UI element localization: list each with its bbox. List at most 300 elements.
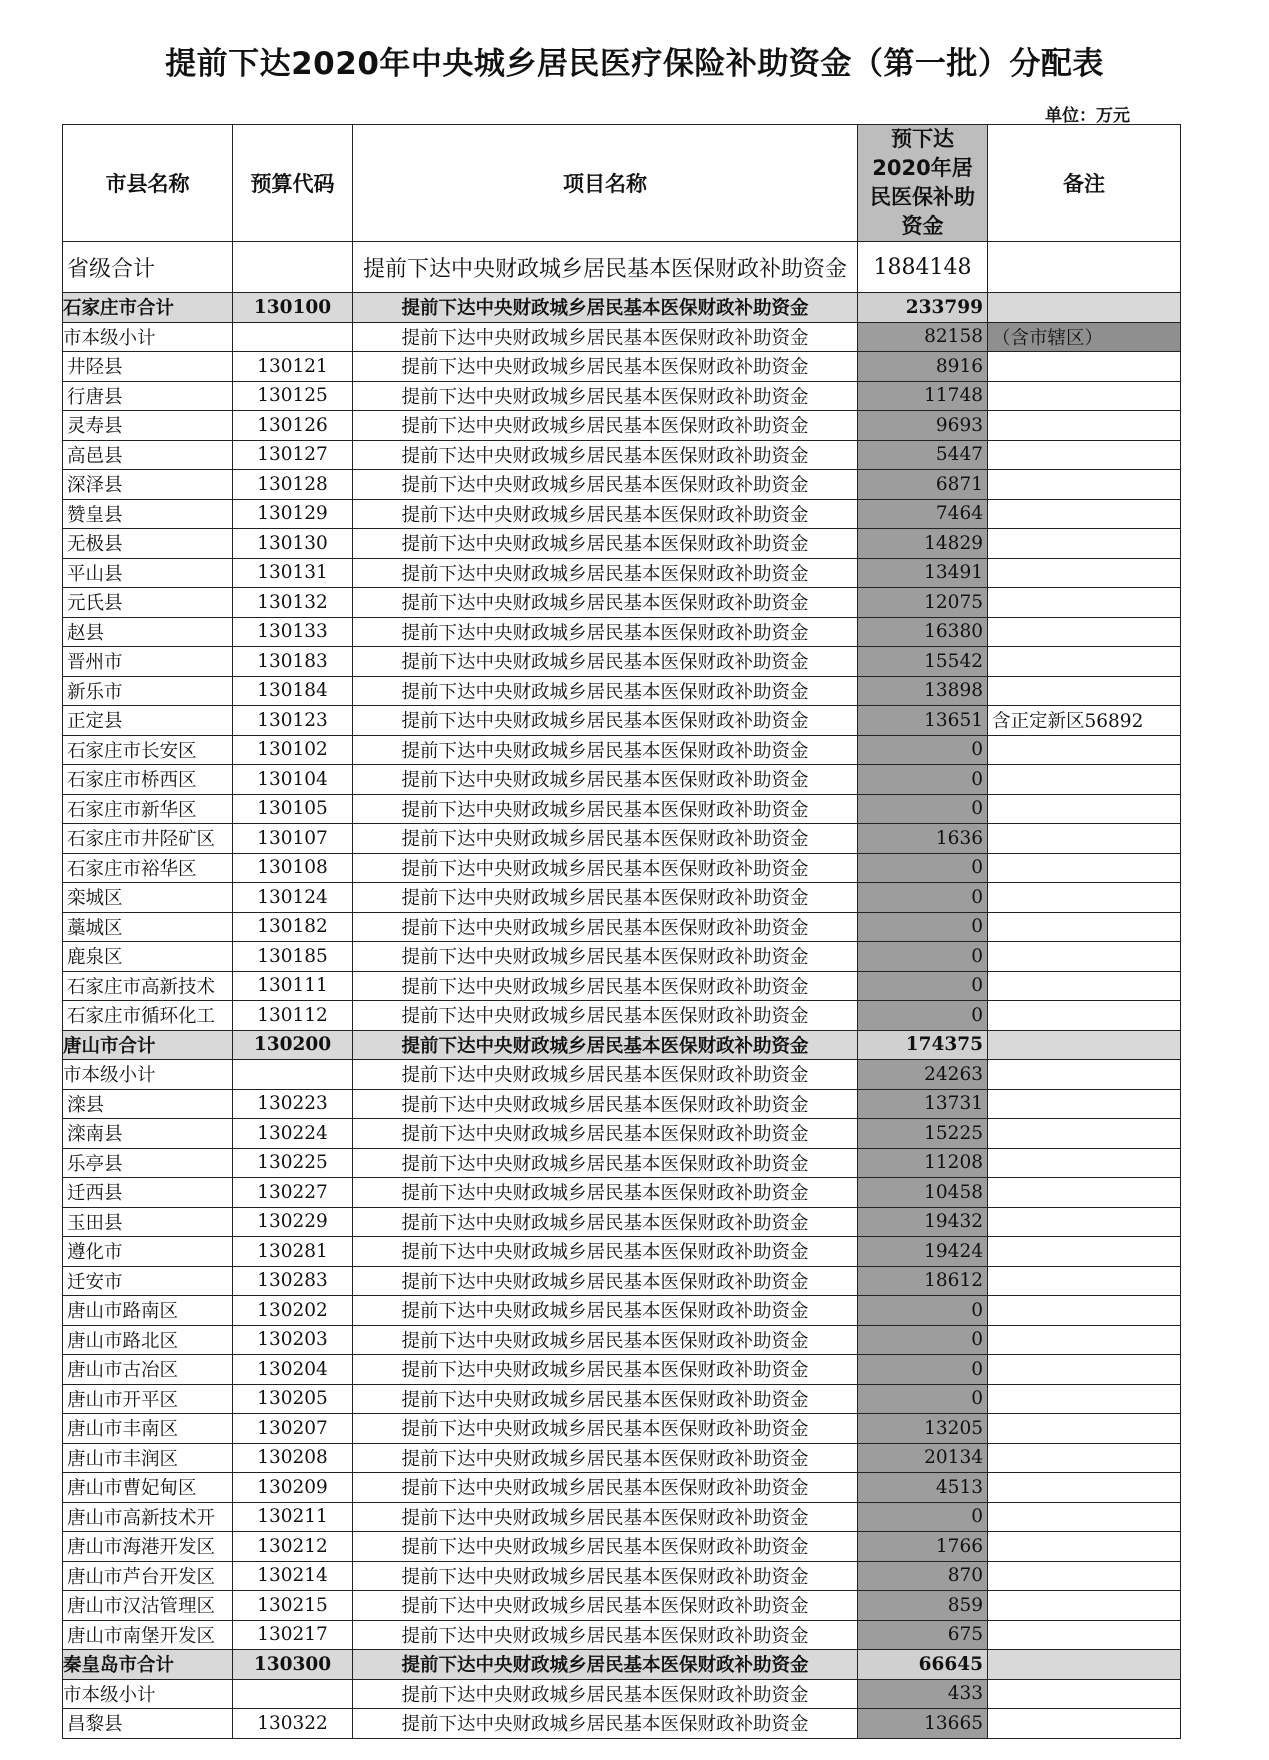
county-name: 石家庄市高新技术	[63, 971, 233, 1001]
project-name: 提前下达中央财政城乡居民基本医保财政补助资金	[353, 912, 858, 942]
project-name: 提前下达中央财政城乡居民基本医保财政补助资金	[353, 1473, 858, 1503]
note	[988, 411, 1181, 441]
project-name: 提前下达中央财政城乡居民基本医保财政补助资金	[353, 1266, 858, 1296]
amount: 16380	[858, 617, 988, 647]
budget-code: 130208	[233, 1443, 353, 1473]
header-name: 市县名称	[63, 125, 233, 242]
project-name: 提前下达中央财政城乡居民基本医保财政补助资金	[353, 1620, 858, 1650]
city-total-row	[63, 1650, 1181, 1680]
county-name: 无极县	[63, 529, 233, 559]
county-name: 市本级小计	[63, 1679, 233, 1709]
county-name: 石家庄市长安区	[63, 735, 233, 765]
table-row	[63, 1355, 1181, 1385]
table-row	[63, 588, 1181, 618]
county-name: 乐亭县	[63, 1148, 233, 1178]
project-name: 提前下达中央财政城乡居民基本医保财政补助资金	[353, 883, 858, 913]
note	[988, 1237, 1181, 1267]
project-name: 提前下达中央财政城乡居民基本医保财政补助资金	[353, 676, 858, 706]
amount: 9693	[858, 411, 988, 441]
note	[988, 1060, 1181, 1090]
project-name: 提前下达中央财政城乡居民基本医保财政补助资金	[353, 1414, 858, 1444]
budget-code: 130183	[233, 647, 353, 677]
county-name: 石家庄市井陉矿区	[63, 824, 233, 854]
project-name: 提前下达中央财政城乡居民基本医保财政补助资金	[353, 647, 858, 677]
budget-code: 130108	[233, 853, 353, 883]
province-note	[988, 242, 1181, 293]
amount: 20134	[858, 1443, 988, 1473]
table-row	[63, 912, 1181, 942]
header-item: 项目名称	[353, 125, 858, 242]
project-name: 提前下达中央财政城乡居民基本医保财政补助资金	[353, 1001, 858, 1031]
note	[988, 617, 1181, 647]
county-name: 赞皇县	[63, 499, 233, 529]
subtotal-row	[63, 1679, 1181, 1709]
county-name: 迁安市	[63, 1266, 233, 1296]
amount: 433	[858, 1679, 988, 1709]
project-name: 提前下达中央财政城乡居民基本医保财政补助资金	[353, 1030, 858, 1060]
county-name: 唐山市古冶区	[63, 1355, 233, 1385]
note	[988, 1089, 1181, 1119]
project-name: 提前下达中央财政城乡居民基本医保财政补助资金	[353, 794, 858, 824]
amount: 13665	[858, 1709, 988, 1739]
budget-code: 130225	[233, 1148, 353, 1178]
county-name: 唐山市路北区	[63, 1325, 233, 1355]
budget-code: 130204	[233, 1355, 353, 1385]
note	[988, 824, 1181, 854]
note	[988, 293, 1181, 323]
budget-code: 130125	[233, 381, 353, 411]
table-row	[63, 1266, 1181, 1296]
budget-code: 130185	[233, 942, 353, 972]
note	[988, 1532, 1181, 1562]
county-name: 唐山市汉沽管理区	[63, 1591, 233, 1621]
budget-code: 130126	[233, 411, 353, 441]
note	[988, 1001, 1181, 1031]
note	[988, 1709, 1181, 1739]
county-name: 市本级小计	[63, 322, 233, 352]
county-name: 新乐市	[63, 676, 233, 706]
project-name: 提前下达中央财政城乡居民基本医保财政补助资金	[353, 1296, 858, 1326]
table-row	[63, 706, 1181, 736]
table-row	[63, 853, 1181, 883]
table-row	[63, 1089, 1181, 1119]
project-name: 提前下达中央财政城乡居民基本医保财政补助资金	[353, 1237, 858, 1267]
amount: 5447	[858, 440, 988, 470]
budget-code: 130100	[233, 293, 353, 323]
budget-code: 130127	[233, 440, 353, 470]
amount: 66645	[858, 1650, 988, 1680]
amount: 19424	[858, 1237, 988, 1267]
project-name: 提前下达中央财政城乡居民基本医保财政补助资金	[353, 499, 858, 529]
note	[988, 853, 1181, 883]
amount: 14829	[858, 529, 988, 559]
header-note: 备注	[988, 125, 1181, 242]
table-row	[63, 647, 1181, 677]
county-name: 迁西县	[63, 1178, 233, 1208]
budget-code: 130211	[233, 1502, 353, 1532]
budget-code: 130217	[233, 1620, 353, 1650]
county-name: 鹿泉区	[63, 942, 233, 972]
budget-code: 130130	[233, 529, 353, 559]
county-name: 滦县	[63, 1089, 233, 1119]
note	[988, 588, 1181, 618]
project-name: 提前下达中央财政城乡居民基本医保财政补助资金	[353, 765, 858, 795]
city-total-row	[63, 1030, 1181, 1060]
county-name: 玉田县	[63, 1207, 233, 1237]
table-row	[63, 1207, 1181, 1237]
province-amount: 1884148	[858, 242, 988, 293]
project-name: 提前下达中央财政城乡居民基本医保财政补助资金	[353, 352, 858, 382]
table-row	[63, 617, 1181, 647]
table-row	[63, 1237, 1181, 1267]
budget-code: 130104	[233, 765, 353, 795]
note	[988, 1266, 1181, 1296]
county-name: 唐山市路南区	[63, 1296, 233, 1326]
note	[988, 883, 1181, 913]
budget-code: 130281	[233, 1237, 353, 1267]
table-row	[63, 1709, 1181, 1739]
note	[988, 381, 1181, 411]
amount: 0	[858, 942, 988, 972]
table-row	[63, 1561, 1181, 1591]
note	[988, 1443, 1181, 1473]
table-row	[63, 1296, 1181, 1326]
table-row	[63, 883, 1181, 913]
project-name: 提前下达中央财政城乡居民基本医保财政补助资金	[353, 588, 858, 618]
note	[988, 1148, 1181, 1178]
county-name: 藁城区	[63, 912, 233, 942]
amount: 7464	[858, 499, 988, 529]
budget-code: 130214	[233, 1561, 353, 1591]
table-row	[63, 765, 1181, 795]
budget-code: 130283	[233, 1266, 353, 1296]
county-name: 唐山市海港开发区	[63, 1532, 233, 1562]
budget-code: 130133	[233, 617, 353, 647]
budget-code: 130205	[233, 1384, 353, 1414]
amount: 11208	[858, 1148, 988, 1178]
note	[988, 1296, 1181, 1326]
note	[988, 1384, 1181, 1414]
budget-code: 130212	[233, 1532, 353, 1562]
project-name: 提前下达中央财政城乡居民基本医保财政补助资金	[353, 558, 858, 588]
county-name: 市本级小计	[63, 1060, 233, 1090]
note	[988, 352, 1181, 382]
amount: 0	[858, 765, 988, 795]
amount: 13651	[858, 706, 988, 736]
table-row	[63, 1325, 1181, 1355]
budget-code: 130132	[233, 588, 353, 618]
note	[988, 1561, 1181, 1591]
budget-code: 130223	[233, 1089, 353, 1119]
amount: 8916	[858, 352, 988, 382]
note	[988, 558, 1181, 588]
table-row	[63, 1178, 1181, 1208]
amount: 0	[858, 735, 988, 765]
budget-code: 130202	[233, 1296, 353, 1326]
note	[988, 1355, 1181, 1385]
project-name: 提前下达中央财政城乡居民基本医保财政补助资金	[353, 1148, 858, 1178]
project-name: 提前下达中央财政城乡居民基本医保财政补助资金	[353, 1679, 858, 1709]
county-name: 唐山市南堡开发区	[63, 1620, 233, 1650]
amount: 870	[858, 1561, 988, 1591]
budget-code: 130209	[233, 1473, 353, 1503]
county-name: 井陉县	[63, 352, 233, 382]
province-code	[233, 242, 353, 293]
amount: 0	[858, 1001, 988, 1031]
note: 含正定新区56892	[988, 706, 1181, 736]
project-name: 提前下达中央财政城乡居民基本医保财政补助资金	[353, 322, 858, 352]
county-name: 平山县	[63, 558, 233, 588]
budget-code: 130300	[233, 1650, 353, 1680]
table-row	[63, 824, 1181, 854]
amount: 13898	[858, 676, 988, 706]
table-row	[63, 942, 1181, 972]
project-name: 提前下达中央财政城乡居民基本医保财政补助资金	[353, 824, 858, 854]
project-name: 提前下达中央财政城乡居民基本医保财政补助资金	[353, 853, 858, 883]
province-item: 提前下达中央财政城乡居民基本医保财政补助资金	[353, 242, 858, 293]
amount: 11748	[858, 381, 988, 411]
amount: 13491	[858, 558, 988, 588]
county-name: 唐山市开平区	[63, 1384, 233, 1414]
header-row	[63, 125, 1181, 242]
amount: 82158	[858, 322, 988, 352]
project-name: 提前下达中央财政城乡居民基本医保财政补助资金	[353, 1561, 858, 1591]
budget-code: 130182	[233, 912, 353, 942]
budget-code: 130203	[233, 1325, 353, 1355]
budget-code: 130207	[233, 1414, 353, 1444]
budget-code: 130215	[233, 1591, 353, 1621]
note	[988, 1620, 1181, 1650]
project-name: 提前下达中央财政城乡居民基本医保财政补助资金	[353, 1207, 858, 1237]
note	[988, 1679, 1181, 1709]
budget-code	[233, 1679, 353, 1709]
note	[988, 1178, 1181, 1208]
county-name: 唐山市合计	[63, 1030, 233, 1060]
county-name: 唐山市高新技术开	[63, 1502, 233, 1532]
note	[988, 794, 1181, 824]
table-row	[63, 529, 1181, 559]
county-name: 栾城区	[63, 883, 233, 913]
city-total-row	[63, 293, 1181, 323]
project-name: 提前下达中央财政城乡居民基本医保财政补助资金	[353, 1502, 858, 1532]
county-name: 滦南县	[63, 1119, 233, 1149]
project-name: 提前下达中央财政城乡居民基本医保财政补助资金	[353, 1443, 858, 1473]
amount: 0	[858, 853, 988, 883]
project-name: 提前下达中央财政城乡居民基本医保财政补助资金	[353, 617, 858, 647]
project-name: 提前下达中央财政城乡居民基本医保财政补助资金	[353, 1591, 858, 1621]
amount: 19432	[858, 1207, 988, 1237]
unit-label: 单位：万元	[1045, 106, 1130, 126]
province-total-row	[63, 242, 1181, 293]
project-name: 提前下达中央财政城乡居民基本医保财政补助资金	[353, 381, 858, 411]
note	[988, 1207, 1181, 1237]
county-name: 石家庄市裕华区	[63, 853, 233, 883]
project-name: 提前下达中央财政城乡居民基本医保财政补助资金	[353, 529, 858, 559]
amount: 0	[858, 1384, 988, 1414]
project-name: 提前下达中央财政城乡居民基本医保财政补助资金	[353, 1089, 858, 1119]
amount: 0	[858, 912, 988, 942]
county-name: 昌黎县	[63, 1709, 233, 1739]
amount: 12075	[858, 588, 988, 618]
amount: 0	[858, 1502, 988, 1532]
table-row	[63, 1591, 1181, 1621]
header-amount: 预下达2020年居民医保补助资金	[858, 125, 988, 242]
allocation-table	[62, 124, 1181, 1739]
amount: 0	[858, 971, 988, 1001]
project-name: 提前下达中央财政城乡居民基本医保财政补助资金	[353, 293, 858, 323]
budget-code: 130123	[233, 706, 353, 736]
amount: 0	[858, 1296, 988, 1326]
project-name: 提前下达中央财政城乡居民基本医保财政补助资金	[353, 411, 858, 441]
table-row	[63, 794, 1181, 824]
county-name: 晋州市	[63, 647, 233, 677]
note	[988, 735, 1181, 765]
project-name: 提前下达中央财政城乡居民基本医保财政补助资金	[353, 1325, 858, 1355]
amount: 6871	[858, 470, 988, 500]
project-name: 提前下达中央财政城乡居民基本医保财政补助资金	[353, 1060, 858, 1090]
table-row	[63, 735, 1181, 765]
budget-code: 130111	[233, 971, 353, 1001]
note	[988, 942, 1181, 972]
table-row	[63, 1620, 1181, 1650]
amount: 0	[858, 1325, 988, 1355]
amount: 0	[858, 883, 988, 913]
table-row	[63, 470, 1181, 500]
budget-code: 130102	[233, 735, 353, 765]
note	[988, 499, 1181, 529]
table-row	[63, 1001, 1181, 1031]
county-name: 唐山市丰南区	[63, 1414, 233, 1444]
note	[988, 1119, 1181, 1149]
table-row	[63, 1502, 1181, 1532]
subtotal-row	[63, 322, 1181, 352]
project-name: 提前下达中央财政城乡居民基本医保财政补助资金	[353, 1355, 858, 1385]
table-row	[63, 558, 1181, 588]
amount: 13731	[858, 1089, 988, 1119]
table-row	[63, 411, 1181, 441]
budget-code: 130227	[233, 1178, 353, 1208]
county-name: 元氏县	[63, 588, 233, 618]
budget-code: 130131	[233, 558, 353, 588]
note	[988, 1414, 1181, 1444]
note	[988, 1502, 1181, 1532]
project-name: 提前下达中央财政城乡居民基本医保财政补助资金	[353, 1178, 858, 1208]
amount: 1636	[858, 824, 988, 854]
note	[988, 470, 1181, 500]
project-name: 提前下达中央财政城乡居民基本医保财政补助资金	[353, 1384, 858, 1414]
table-row	[63, 1414, 1181, 1444]
project-name: 提前下达中央财政城乡居民基本医保财政补助资金	[353, 706, 858, 736]
amount: 15542	[858, 647, 988, 677]
county-name: 灵寿县	[63, 411, 233, 441]
table-row	[63, 1473, 1181, 1503]
project-name: 提前下达中央财政城乡居民基本医保财政补助资金	[353, 1119, 858, 1149]
note	[988, 1030, 1181, 1060]
county-name: 石家庄市循环化工	[63, 1001, 233, 1031]
note	[988, 765, 1181, 795]
county-name: 唐山市丰润区	[63, 1443, 233, 1473]
project-name: 提前下达中央财政城乡居民基本医保财政补助资金	[353, 971, 858, 1001]
note	[988, 440, 1181, 470]
budget-code: 130129	[233, 499, 353, 529]
table-row	[63, 971, 1181, 1001]
budget-code: 130121	[233, 352, 353, 382]
table-row	[63, 1443, 1181, 1473]
table-row	[63, 352, 1181, 382]
note	[988, 647, 1181, 677]
amount: 1766	[858, 1532, 988, 1562]
budget-code: 130224	[233, 1119, 353, 1149]
subtotal-row	[63, 1060, 1181, 1090]
table-row	[63, 499, 1181, 529]
project-name: 提前下达中央财政城乡居民基本医保财政补助资金	[353, 440, 858, 470]
note	[988, 971, 1181, 1001]
project-name: 提前下达中央财政城乡居民基本医保财政补助资金	[353, 735, 858, 765]
budget-code: 130322	[233, 1709, 353, 1739]
note	[988, 1473, 1181, 1503]
amount: 10458	[858, 1178, 988, 1208]
province-name: 省级合计	[63, 242, 233, 293]
budget-code: 130112	[233, 1001, 353, 1031]
budget-code: 130229	[233, 1207, 353, 1237]
project-name: 提前下达中央财政城乡居民基本医保财政补助资金	[353, 470, 858, 500]
amount: 4513	[858, 1473, 988, 1503]
amount: 675	[858, 1620, 988, 1650]
amount: 0	[858, 1355, 988, 1385]
budget-code: 130107	[233, 824, 353, 854]
amount: 18612	[858, 1266, 988, 1296]
table-row	[63, 1532, 1181, 1562]
county-name: 石家庄市新华区	[63, 794, 233, 824]
note	[988, 676, 1181, 706]
county-name: 深泽县	[63, 470, 233, 500]
county-name: 行唐县	[63, 381, 233, 411]
header-code: 预算代码	[233, 125, 353, 242]
table-row	[63, 381, 1181, 411]
budget-code	[233, 1060, 353, 1090]
amount: 0	[858, 794, 988, 824]
budget-code: 130184	[233, 676, 353, 706]
county-name: 石家庄市桥西区	[63, 765, 233, 795]
county-name: 遵化市	[63, 1237, 233, 1267]
note	[988, 1591, 1181, 1621]
note	[988, 529, 1181, 559]
budget-code: 130105	[233, 794, 353, 824]
note: （含市辖区）	[988, 322, 1181, 352]
county-name: 高邑县	[63, 440, 233, 470]
county-name: 赵县	[63, 617, 233, 647]
county-name: 秦皇岛市合计	[63, 1650, 233, 1680]
amount: 13205	[858, 1414, 988, 1444]
amount: 15225	[858, 1119, 988, 1149]
table-row	[63, 1384, 1181, 1414]
amount: 24263	[858, 1060, 988, 1090]
table-row	[63, 676, 1181, 706]
county-name: 唐山市芦台开发区	[63, 1561, 233, 1591]
note	[988, 1650, 1181, 1680]
project-name: 提前下达中央财政城乡居民基本医保财政补助资金	[353, 1532, 858, 1562]
county-name: 唐山市曹妃甸区	[63, 1473, 233, 1503]
table-row	[63, 1119, 1181, 1149]
page-title: 提前下达2020年中央城乡居民医疗保险补助资金（第一批）分配表	[165, 46, 1104, 82]
project-name: 提前下达中央财政城乡居民基本医保财政补助资金	[353, 942, 858, 972]
amount: 859	[858, 1591, 988, 1621]
note	[988, 912, 1181, 942]
note	[988, 1325, 1181, 1355]
county-name: 正定县	[63, 706, 233, 736]
budget-code: 130200	[233, 1030, 353, 1060]
project-name: 提前下达中央财政城乡居民基本医保财政补助资金	[353, 1650, 858, 1680]
